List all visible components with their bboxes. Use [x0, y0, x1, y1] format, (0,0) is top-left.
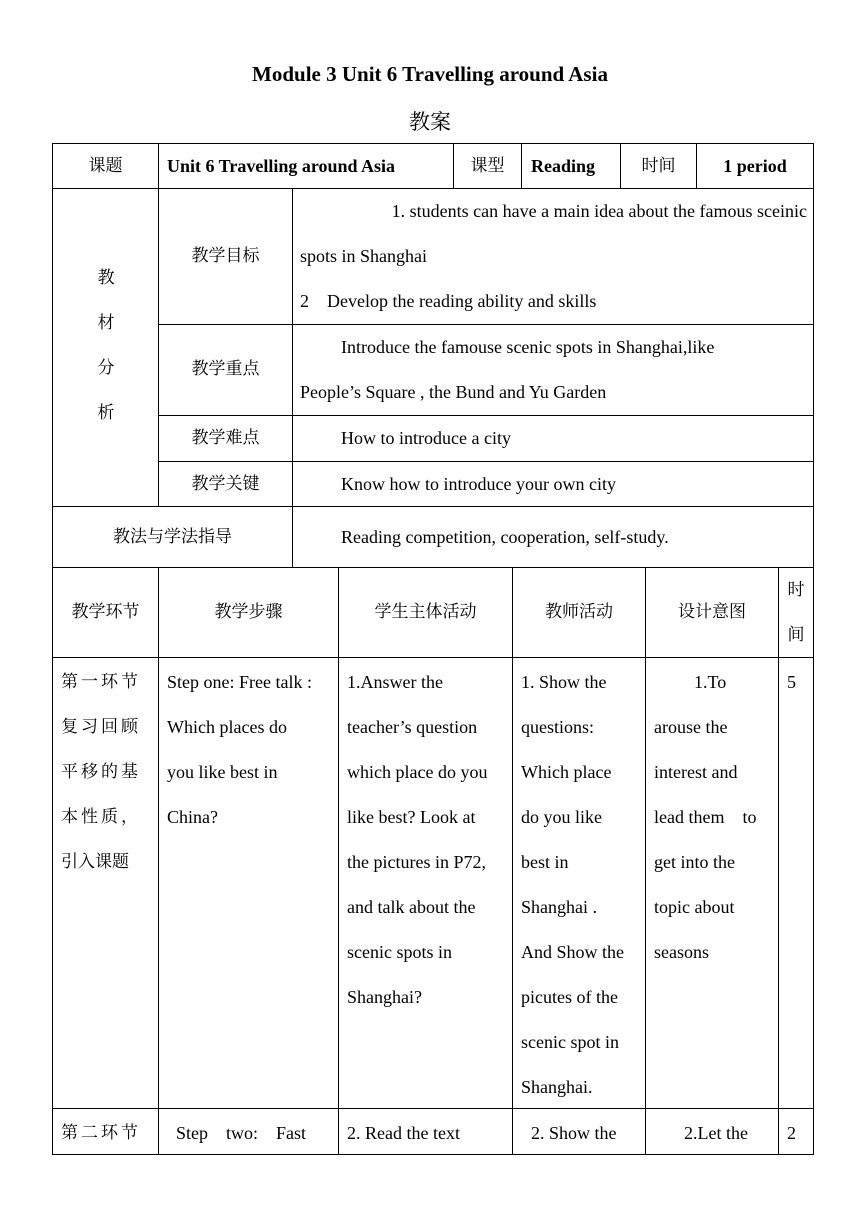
time-label: 时间 — [641, 156, 676, 176]
method-label: 教法与学法指导 — [113, 527, 232, 547]
row1-intent-line: interest and — [654, 762, 738, 782]
steps-header: 教学步骤 — [214, 602, 283, 622]
stage-header-cell — [52, 567, 159, 658]
row1-student-cell — [338, 657, 513, 1109]
goals-label: 教学目标 — [191, 246, 260, 266]
topic-value-cell — [158, 143, 454, 189]
goals-label-cell — [158, 188, 293, 325]
method-value-cell — [292, 506, 814, 568]
time-value: 1 period — [723, 156, 787, 176]
key-value: Know how to introduce your own city — [341, 474, 616, 494]
row1-intent-cell — [645, 657, 779, 1109]
row1-time-cell — [778, 657, 814, 1109]
row1-intent-line: arouse the — [654, 717, 728, 737]
row1-teacher-line: 1. Show the — [521, 672, 607, 692]
row1-student-line: scenic spots in — [347, 942, 452, 962]
document-subtitle: 教案 — [409, 110, 451, 134]
row1-step-line: you like best in — [167, 762, 278, 782]
row1-stage-line: 引入课题 — [61, 852, 129, 872]
row1-teacher-line: best in — [521, 852, 569, 872]
row1-student-line: teacher’s question — [347, 717, 478, 737]
row1-teacher-line: Which place — [521, 762, 612, 782]
row1-stage-line: 平移的基 — [61, 762, 141, 782]
row2-step: Step two: Fast — [176, 1123, 307, 1143]
row1-stage-line: 复习回顾 — [61, 717, 141, 737]
student-header-cell — [338, 567, 513, 658]
student-header: 学生主体活动 — [374, 602, 477, 622]
intent-header-cell — [645, 567, 779, 658]
teacher-header-cell — [512, 567, 646, 658]
row1-teacher-line: questions: — [521, 717, 595, 737]
row2-step-cell — [158, 1108, 339, 1155]
row1-step-line: China? — [167, 807, 218, 827]
stage-header: 教学环节 — [71, 602, 140, 622]
focus-value-cell — [292, 324, 814, 416]
row1-intent-line: lead them to — [654, 807, 757, 827]
key-value-cell — [292, 461, 814, 507]
key-label-cell — [158, 461, 293, 507]
time-header-char: 间 — [787, 625, 805, 645]
difficulty-value-cell — [292, 415, 814, 462]
row1-teacher-line: And Show the — [521, 942, 624, 962]
row1-student-line: like best? Look at — [347, 807, 476, 827]
row2-intent-cell — [645, 1108, 779, 1155]
time-header-cell — [778, 567, 814, 658]
row1-teacher-line: scenic spot in — [521, 1032, 619, 1052]
row1-step-cell — [158, 657, 339, 1109]
row1-stage-line: 第一环节 — [61, 672, 141, 692]
intent-header: 设计意图 — [678, 602, 746, 622]
row2-stage: 第二环节 — [61, 1123, 141, 1143]
type-value-cell — [521, 143, 621, 189]
analysis-side-char: 教 — [97, 268, 115, 288]
row1-student-line: Shanghai? — [347, 987, 422, 1007]
row1-teacher-line: Shanghai . — [521, 897, 597, 917]
row1-step-line: Which places do — [167, 717, 287, 737]
teacher-header: 教师活动 — [545, 602, 613, 622]
focus-label-cell — [158, 324, 293, 416]
row1-intent-line: get into the — [654, 852, 735, 872]
row2-stage-cell — [52, 1108, 159, 1155]
row1-teacher-line: picutes of the — [521, 987, 618, 1007]
topic-label-cell — [52, 143, 159, 189]
row1-intent-line: 1.To — [694, 672, 727, 692]
method-label-cell — [52, 506, 293, 568]
time-label-cell — [620, 143, 697, 189]
difficulty-label: 教学难点 — [191, 428, 260, 448]
row1-intent-line: topic about — [654, 897, 735, 917]
time-value-cell — [696, 143, 814, 189]
type-label-cell — [453, 143, 522, 189]
goals-line-1: 1. students can have a main idea about the famous sceinic — [391, 201, 807, 221]
topic-label: 课题 — [88, 156, 123, 176]
document-title: Module 3 Unit 6 Travelling around Asia — [252, 62, 608, 86]
difficulty-label-cell — [158, 415, 293, 462]
time-header-char: 时 — [787, 580, 805, 600]
row1-stage-line: 本性质， — [61, 807, 141, 827]
steps-header-cell — [158, 567, 339, 658]
key-label: 教学关键 — [191, 474, 260, 494]
method-value: Reading competition, cooperation, self-study. — [341, 527, 669, 547]
row1-student-line: and talk about the — [347, 897, 476, 917]
goals-line-3: 2 Develop the reading ability and skills — [300, 291, 597, 311]
difficulty-value: How to introduce a city — [341, 428, 511, 448]
row1-intent-line: seasons — [654, 942, 709, 962]
row2-intent: 2.Let the — [684, 1123, 748, 1143]
row1-teacher-line: Shanghai. — [521, 1077, 593, 1097]
row2-student: 2. Read the text — [347, 1123, 460, 1143]
row1-student-line: the pictures in P72, — [347, 852, 486, 872]
row1-teacher-cell — [512, 657, 646, 1109]
analysis-side-char: 材 — [97, 313, 115, 333]
analysis-side-cell — [52, 188, 159, 507]
goals-value-cell — [292, 188, 814, 325]
row1-student-line: which place do you — [347, 762, 488, 782]
row1-stage-cell — [52, 657, 159, 1109]
analysis-side-char: 析 — [97, 403, 115, 423]
topic-value: Unit 6 Travelling around Asia — [167, 156, 396, 176]
focus-label: 教学重点 — [191, 359, 260, 379]
row1-student-line: 1.Answer the — [347, 672, 443, 692]
row1-step-line: Step one: Free talk : — [167, 672, 312, 692]
row2-teacher: 2. Show the — [531, 1123, 617, 1143]
row1-time: 5 — [787, 672, 796, 692]
row2-time-cell — [778, 1108, 814, 1155]
row2-student-cell — [338, 1108, 513, 1155]
focus-line-2: People’s Square , the Bund and Yu Garden — [300, 382, 607, 402]
type-label: 课型 — [470, 156, 505, 176]
row2-teacher-cell — [512, 1108, 646, 1155]
type-value: Reading — [531, 156, 596, 176]
focus-line-1: Introduce the famouse scenic spots in Shanghai,like — [341, 337, 715, 357]
analysis-side-char: 分 — [97, 358, 115, 378]
goals-line-2: spots in Shanghai — [300, 246, 428, 266]
row1-teacher-line: do you like — [521, 807, 602, 827]
row2-time: 2 — [787, 1123, 796, 1143]
